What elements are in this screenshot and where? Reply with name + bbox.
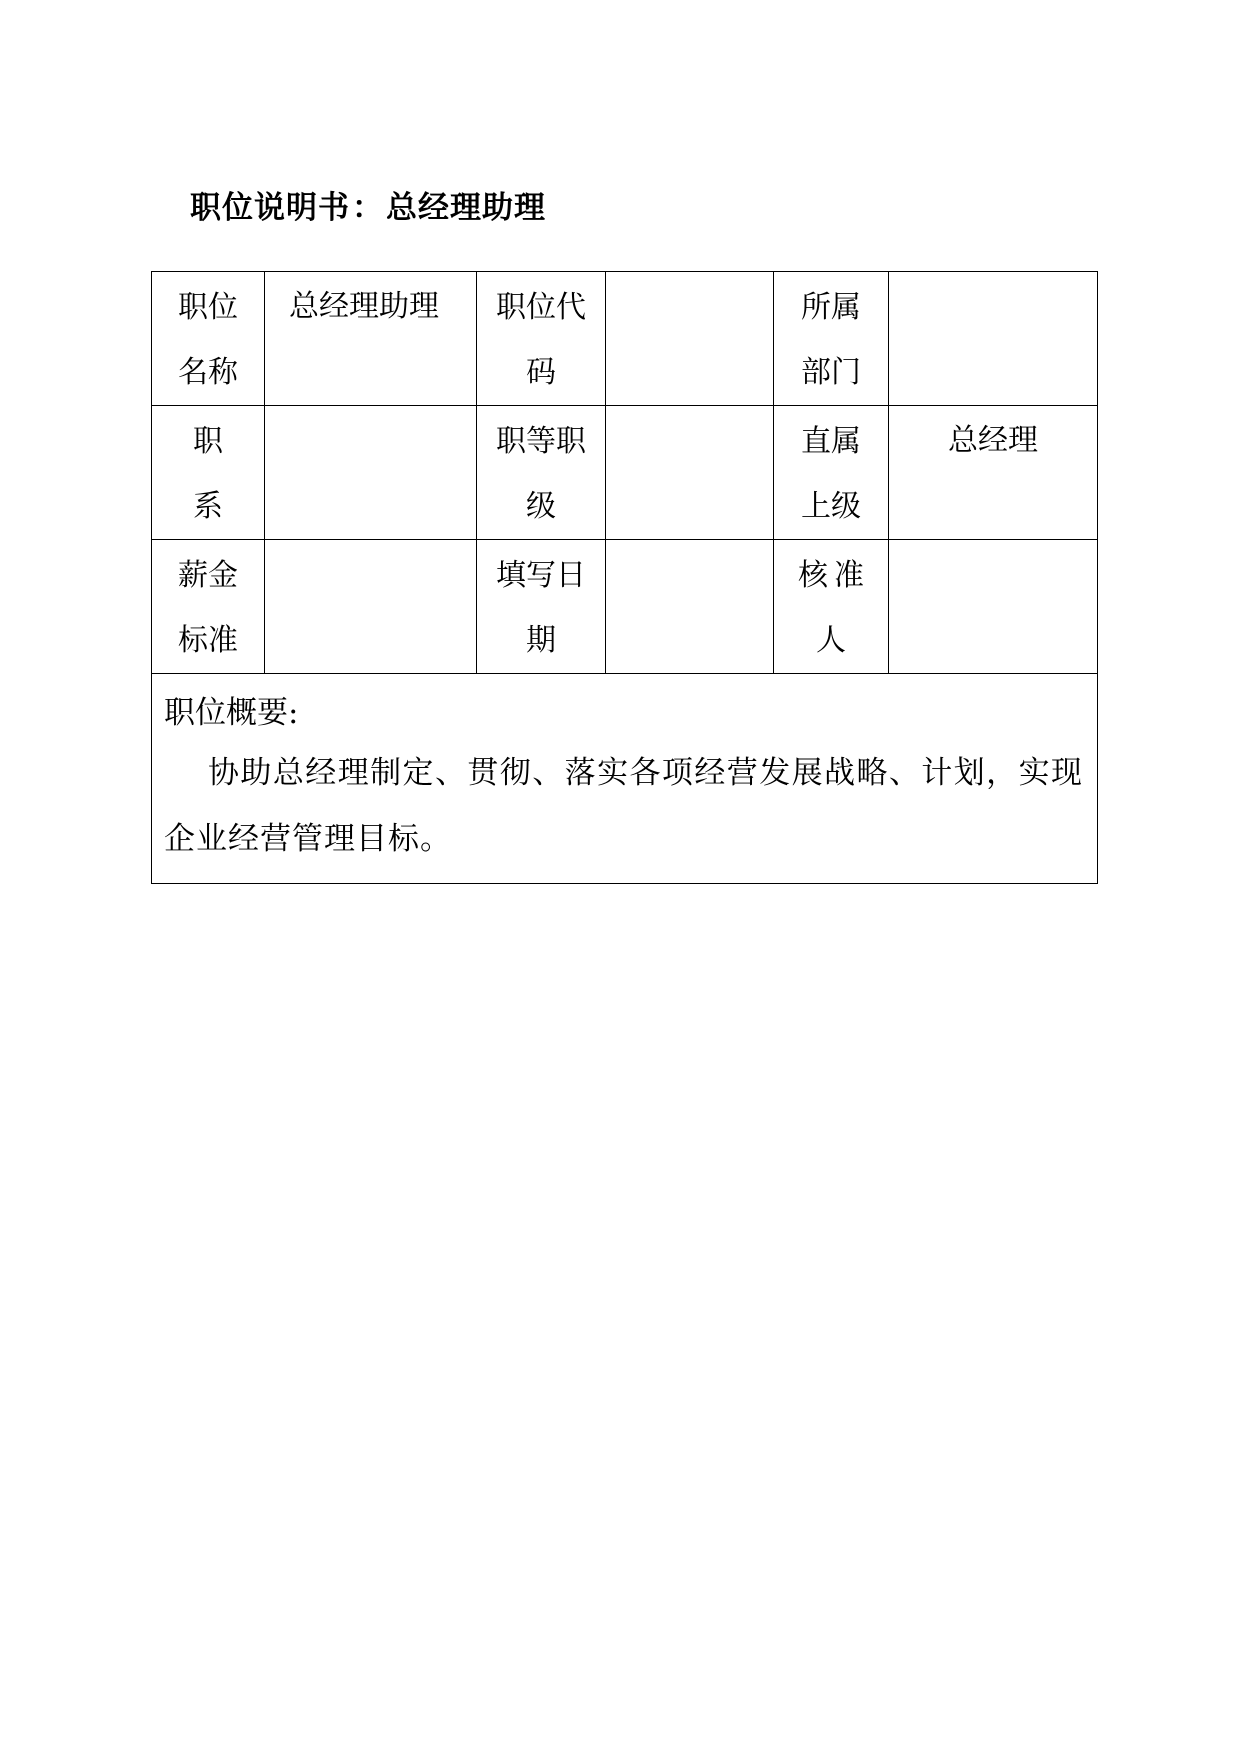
title-position: 总经理助理 <box>386 190 546 226</box>
label-job-family: 职系 <box>152 406 265 540</box>
table-row <box>152 540 1098 674</box>
table-row <box>152 674 1098 884</box>
job-summary-heading: 职位概要: <box>164 695 299 731</box>
label-approver: 核准人 <box>774 540 889 674</box>
label-position-code: 职位代码 <box>477 272 606 406</box>
value-job-family <box>265 406 477 540</box>
title-separator: ： <box>352 190 384 226</box>
label-job-grade: 职等职级 <box>477 406 606 540</box>
table-row <box>152 272 1098 406</box>
job-summary-body: 协助总经理制定、贯彻、落实各项经营发展战略、计划，实现企业经营管理目标。 <box>164 755 1083 857</box>
value-position-code <box>606 272 774 406</box>
value-department <box>889 272 1098 406</box>
value-job-grade <box>606 406 774 540</box>
label-fill-date: 填写日期 <box>477 540 606 674</box>
table-row <box>152 406 1098 540</box>
value-fill-date <box>606 540 774 674</box>
job-summary-cell <box>152 674 1098 884</box>
job-description-table <box>151 271 1098 884</box>
value-salary-standard <box>265 540 477 674</box>
title-prefix: 职位说明书 <box>190 190 350 226</box>
label-direct-supervisor: 直属上级 <box>774 406 889 540</box>
page-title <box>190 188 546 228</box>
label-position-name: 职位名称 <box>152 272 265 406</box>
label-salary-standard: 薪金标准 <box>152 540 265 674</box>
label-department: 所属部门 <box>774 272 889 406</box>
value-approver <box>889 540 1098 674</box>
value-position-name: 总经理助理 <box>265 272 477 406</box>
value-direct-supervisor: 总经理 <box>889 406 1098 540</box>
